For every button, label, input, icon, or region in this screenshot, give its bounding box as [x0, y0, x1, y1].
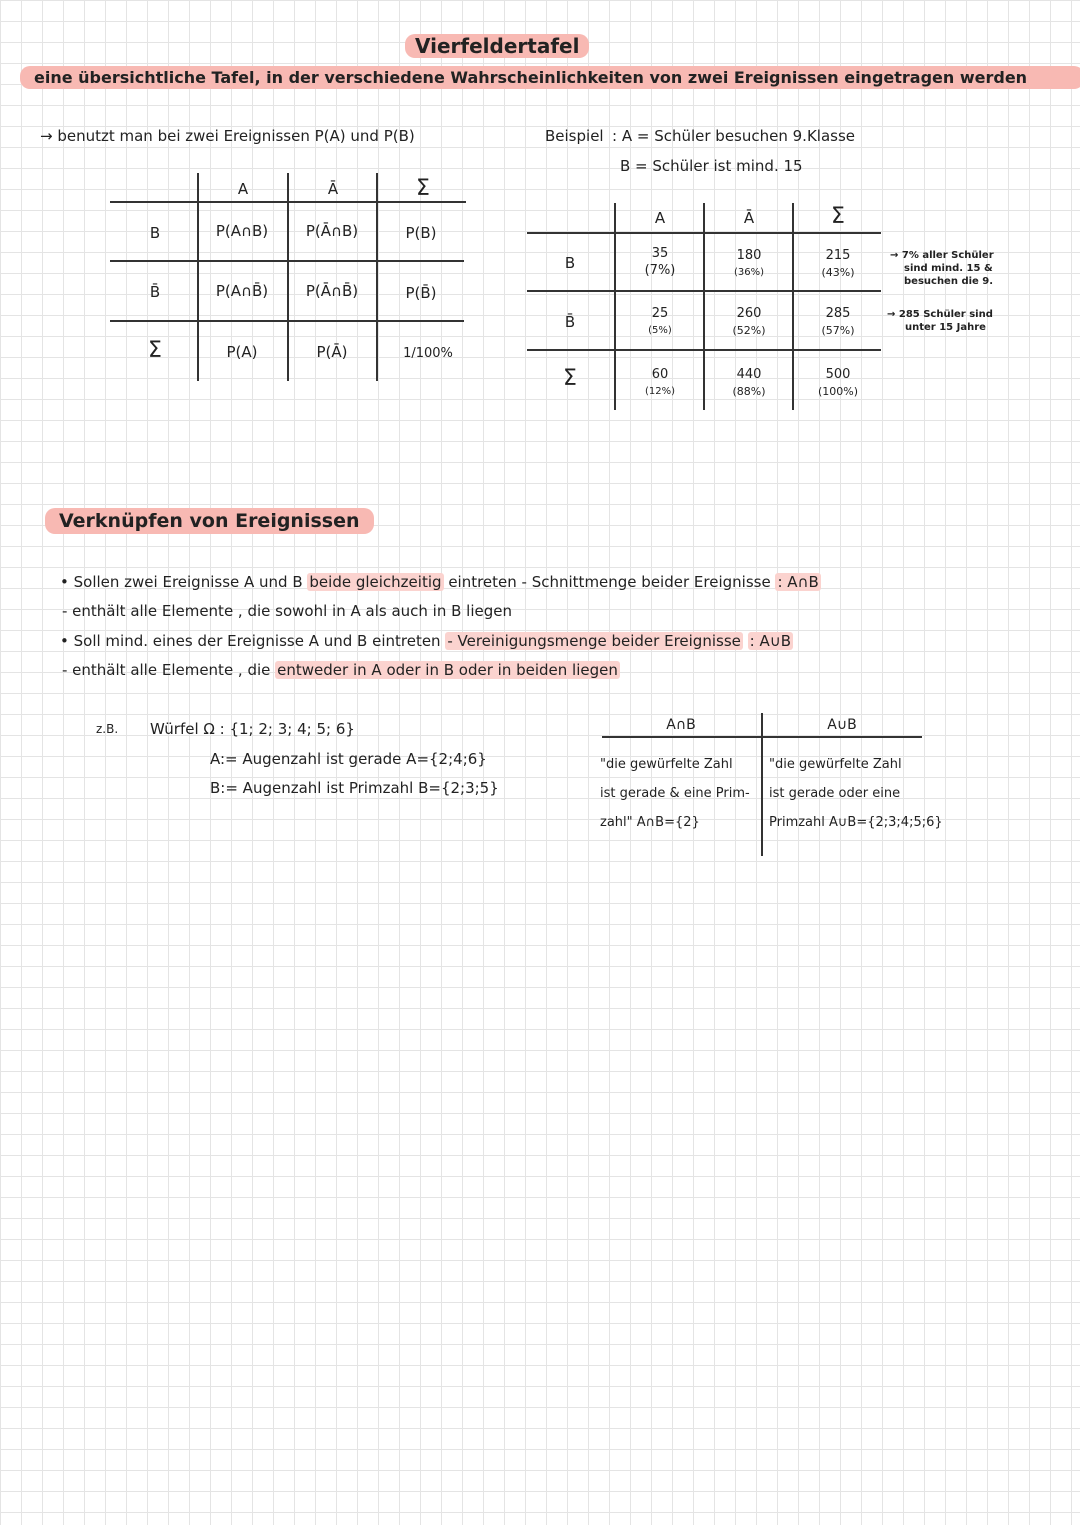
gt-cell: P(A∩B) — [215, 222, 269, 240]
bullet-union-desc: - enthält alle Elemente , die entweder in A oder in B oder in beiden liegen — [62, 661, 618, 679]
ex-cell: 35 (7%) — [644, 246, 676, 278]
gt-cell: P(B̄) — [405, 284, 437, 302]
bullet-intersection-desc: - enthält alle Elemente , die sowohl in A als auch in B liegen — [62, 602, 512, 620]
gt-cell: P(Ā) — [316, 343, 348, 361]
gt-col-a: A — [237, 180, 249, 198]
example-label: Beispiel — [545, 127, 604, 145]
example-note-2: → 285 Schüler sind unter 15 Jahre — [887, 309, 993, 333]
gt-col-sum: Σ — [416, 176, 430, 201]
example2-a: A:= Augenzahl ist gerade A={2;4;6} — [210, 750, 487, 768]
ex2-intersection-text: "die gewürfelte Zahl ist gerade & eine Prim- zahl" A∩B={2} — [600, 757, 750, 830]
ex-row-b: B — [564, 254, 576, 272]
example2-omega: Würfel Ω : {1; 2; 3; 4; 5; 6} — [150, 720, 355, 738]
gt-row-not-b: B̄ — [149, 283, 161, 301]
example-def-a: : A = Schüler besuchen 9.Klasse — [612, 127, 855, 145]
ex-cell: 215 (43%) — [821, 248, 855, 279]
ex-col-a: A — [654, 209, 666, 227]
gt-row-sum: Σ — [148, 338, 162, 363]
ex2-col-union: A∪B — [827, 717, 857, 733]
page-subtitle: eine übersichtliche Tafel, in der verschiedene Wahrscheinlichkeiten von zwei Ereignissen eingetragen werden — [20, 66, 1080, 89]
ex-cell: 60 (12%) — [644, 367, 676, 397]
ex-cell: 285 (57%) — [821, 306, 855, 337]
ex-col-not-a: Ā — [743, 209, 755, 227]
ex2-union-text: "die gewürfelte Zahl ist gerade oder eine Primzahl A∪B={2;3;4;5;6} — [769, 757, 943, 830]
usage-note: → benutzt man bei zwei Ereignissen P(A) und P(B) — [40, 127, 415, 145]
ex-row-sum: Σ — [563, 366, 577, 391]
gt-cell: P(A∩B̄) — [215, 282, 269, 300]
gt-cell: P(Ā∩B̄) — [305, 282, 359, 300]
bullet-union: • Soll mind. eines der Ereignisse A und B eintreten - Vereinigungsmenge beider Ereignisse : A∪B — [60, 632, 792, 650]
section-heading: Verknüpfen von Ereignissen — [45, 508, 374, 534]
gt-row-b: B — [149, 224, 161, 242]
gt-cell: P(B) — [405, 224, 437, 242]
gt-col-not-a: Ā — [327, 180, 339, 198]
ex-row-not-b: B̄ — [564, 313, 576, 331]
example2-label: z.B. — [96, 722, 119, 736]
example2-b: B:= Augenzahl ist Primzahl B={2;3;5} — [210, 779, 499, 797]
gt-cell: P(Ā∩B) — [305, 222, 359, 240]
page-title: Vierfeldertafel — [405, 34, 589, 58]
gt-cell: P(A) — [226, 343, 258, 361]
ex-col-sum: Σ — [831, 204, 845, 229]
ex-cell: 440 (88%) — [732, 367, 766, 398]
example-def-b: B = Schüler ist mind. 15 — [620, 157, 803, 175]
ex-cell: 180 (36%) — [733, 248, 765, 278]
bullet-intersection: • Sollen zwei Ereignisse A und B beide gleichzeitig eintreten - Schnittmenge beider Ereignisse : A∩B — [60, 573, 819, 591]
example-note-1: → 7% aller Schüler sind mind. 15 & besuchen die 9. — [890, 250, 994, 287]
ex2-col-intersection: A∩B — [666, 717, 696, 733]
ex-cell: 500 (100%) — [817, 367, 859, 398]
ex-cell: 25 (5%) — [648, 306, 672, 336]
ex-cell: 260 (52%) — [732, 306, 766, 337]
gt-cell: 1/100% — [403, 346, 453, 361]
